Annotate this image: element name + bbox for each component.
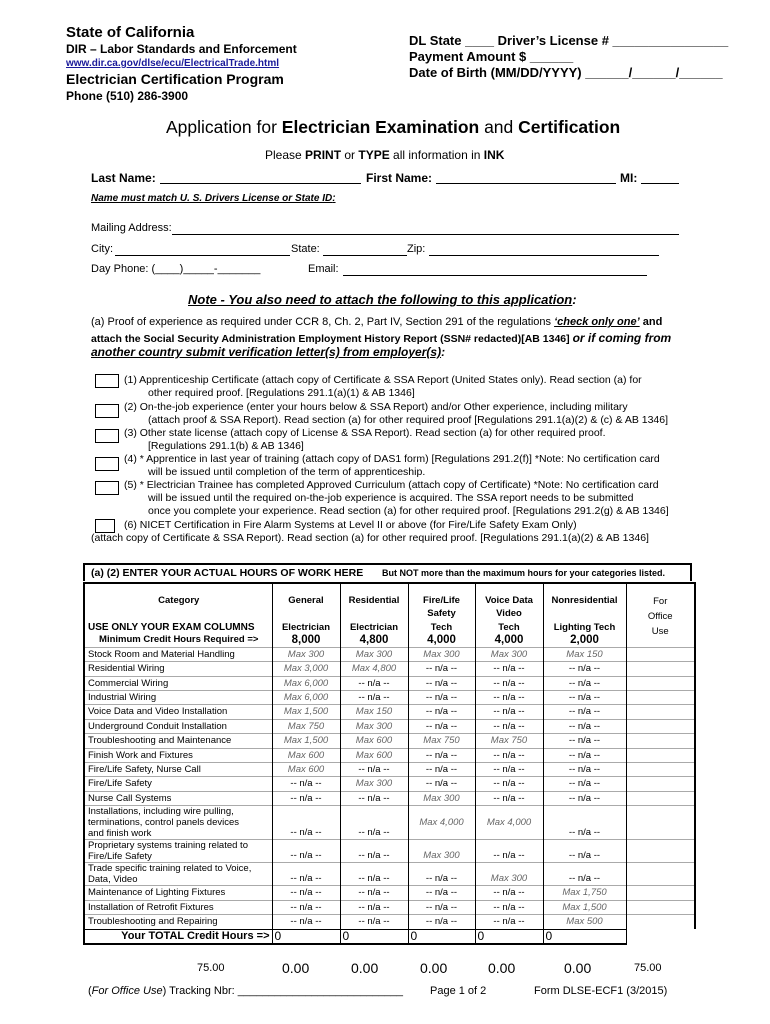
office-use-cell	[626, 840, 695, 863]
table-row	[84, 791, 695, 805]
title-prefix: Application for	[166, 117, 282, 137]
hours-cell[interactable]: Max 150	[543, 647, 626, 661]
category-line: Trade specific training related to Voice,	[88, 863, 252, 875]
hours-cell[interactable]: -- n/a --	[475, 676, 543, 690]
hours-cell[interactable]: -- n/a --	[408, 719, 475, 733]
opt1-l1: (1) Apprenticeship Certificate (attach copy of Certificate & SSA Report (United States only). Read section (a) for	[124, 374, 642, 386]
hours-cell[interactable]: -- n/a --	[408, 662, 475, 676]
first-name-input[interactable]	[436, 171, 616, 184]
instr-a: Please	[265, 148, 306, 162]
section-a-line2	[91, 331, 671, 345]
category-line: Data, Video	[88, 874, 138, 886]
hours-cell[interactable]: -- n/a --	[475, 915, 543, 929]
hours-cell[interactable]: Max 300	[272, 647, 340, 661]
hours-cell[interactable]: -- n/a --	[340, 791, 408, 805]
hours-cell[interactable]: -- n/a --	[543, 791, 626, 805]
office-use-cell	[626, 791, 695, 805]
title-bold-1: Electrician Examination	[281, 117, 480, 137]
sa-2b: or if coming from	[572, 331, 672, 345]
mi-input[interactable]	[641, 171, 679, 184]
category-cell: Installation of Retrofit Fixtures	[84, 900, 272, 914]
option-6-text-2: (attach copy of Certificate & SSA Report). Read section (a) for other required proof. [Regulations 291.1(a)(2) & AB 1346]	[91, 532, 649, 544]
instr-ink: INK	[483, 148, 505, 162]
hours-cell[interactable]: Max 300	[340, 719, 408, 733]
hours-cell[interactable]: -- n/a --	[475, 705, 543, 719]
col-res-h3: Electrician	[349, 621, 399, 633]
table-row	[84, 691, 695, 705]
hours-cell[interactable]: -- n/a --	[475, 662, 543, 676]
hours-table	[83, 582, 696, 945]
col-voice-h1: Voice Data	[485, 595, 533, 606]
hours-cell[interactable]: Max 300	[408, 840, 475, 863]
col-nonres-min	[543, 621, 626, 648]
hours-cell[interactable]: -- n/a --	[475, 791, 543, 805]
table-row	[84, 763, 695, 777]
opt5-l1: (5) * Electrician Trainee has completed Approved Curriculum (attach copy of Certificate) *Note: No certification card	[124, 479, 659, 491]
hours-cell[interactable]: Max 150	[340, 705, 408, 719]
col-voice-min	[475, 621, 543, 648]
hours-cell[interactable]: -- n/a --	[475, 763, 543, 777]
ink-instruction	[265, 148, 504, 162]
email-input[interactable]	[343, 263, 647, 276]
hours-cell[interactable]: -- n/a --	[272, 886, 340, 900]
hours-cell[interactable]: Max 4,800	[340, 662, 408, 676]
total-cell: 0	[543, 929, 626, 944]
category-cell: Fire/Life Safety, Nurse Call	[84, 763, 272, 777]
hours-cell[interactable]: Max 300	[340, 777, 408, 791]
category-cell	[84, 806, 272, 840]
mailing-input[interactable]	[172, 222, 679, 235]
hours-cell[interactable]: -- n/a --	[408, 763, 475, 777]
category-cell: Troubleshooting and Maintenance	[84, 734, 272, 748]
hours-cell[interactable]: Max 750	[272, 719, 340, 733]
hours-cell[interactable]: -- n/a --	[340, 915, 408, 929]
fee-left: 75.00	[197, 962, 225, 974]
total-cell: 0	[272, 929, 340, 944]
page-number: Page 1 of 2	[430, 985, 487, 997]
office-use-cell	[626, 734, 695, 748]
last-name-input[interactable]	[160, 171, 361, 184]
table-row	[84, 647, 695, 661]
hours-cell[interactable]: Max 6,000	[272, 691, 340, 705]
category-line: Installations, including wire pulling,	[88, 806, 234, 818]
office-use-cell	[626, 691, 695, 705]
hours-cell[interactable]: -- n/a --	[475, 840, 543, 863]
office-use-cell	[626, 915, 695, 929]
program-url-link[interactable]: www.dir.ca.gov/dlse/ecu/ElectricalTrade.html	[66, 58, 280, 69]
city-input[interactable]	[115, 243, 290, 256]
office-use-italic: For Office Use	[91, 985, 163, 997]
hours-cell[interactable]: -- n/a --	[272, 863, 340, 886]
option-3-text	[124, 427, 606, 453]
hours-cell[interactable]: -- n/a --	[408, 915, 475, 929]
col-general-min	[272, 621, 340, 648]
hours-cell[interactable]: Max 1,500	[272, 705, 340, 719]
hours-cell[interactable]: Max 600	[272, 763, 340, 777]
instr-b: all information in	[389, 148, 484, 162]
col-general-h3: Electrician	[281, 621, 331, 633]
first-name-label: First Name:	[366, 171, 433, 185]
section-a-line3: another country submit verification letter(s) from employer(s):	[91, 345, 446, 359]
option-4-checkbox[interactable]	[95, 457, 119, 471]
col-voice-h3: Tech	[498, 621, 520, 633]
hours-cell[interactable]: -- n/a --	[543, 691, 626, 705]
name-match-note: Name must match U. S. Drivers License or State ID:	[91, 193, 336, 204]
hours-cell[interactable]: -- n/a --	[543, 734, 626, 748]
dl-license-field[interactable]: DL State ____ Driver’s License # ________________	[409, 33, 729, 48]
hours-cell[interactable]: -- n/a --	[408, 863, 475, 886]
date-of-birth-field[interactable]: Date of Birth (MM/DD/YYYY) ______/______/______	[409, 65, 723, 80]
note-text: Note - You also need to attach the following to this application	[188, 292, 573, 307]
hours-header-sub: But NOT more than the maximum hours for your categories listed.	[382, 568, 666, 578]
mailing-label: Mailing Address:	[91, 222, 172, 234]
office-use-cell	[626, 748, 695, 762]
hours-header-box	[83, 563, 692, 581]
hours-cell[interactable]: -- n/a --	[408, 777, 475, 791]
state-label: State:	[291, 243, 320, 255]
zip-input[interactable]	[429, 243, 659, 256]
col-header-h1	[475, 583, 543, 621]
hours-cell[interactable]: -- n/a --	[475, 719, 543, 733]
hours-cell[interactable]: -- n/a --	[408, 676, 475, 690]
col-fire-h3: Tech	[430, 621, 453, 633]
attachment-note: Note - You also need to attach the following to this application:	[188, 292, 577, 307]
hours-cell[interactable]: -- n/a --	[543, 719, 626, 733]
min-credit-label: Minimum Credit Hours Required =>	[99, 633, 259, 645]
table-row	[84, 886, 695, 900]
hours-cell[interactable]: -- n/a --	[272, 900, 340, 914]
hours-cell[interactable]: Max 300	[340, 647, 408, 661]
office-office: Office	[647, 611, 673, 622]
hours-cell[interactable]: -- n/a --	[543, 676, 626, 690]
decimal-fire: 0.00	[420, 960, 448, 976]
category-line: and finish work	[88, 828, 152, 840]
instr-print: PRINT	[305, 148, 342, 162]
hours-cell[interactable]: Max 1,500	[272, 734, 340, 748]
use-only-text: USE ONLY YOUR EXAM COLUMNS	[88, 621, 255, 633]
hours-cell[interactable]: Max 300	[408, 791, 475, 805]
col-nonres-h3: Lighting Tech	[553, 621, 616, 633]
email-label: Email:	[308, 263, 339, 275]
hours-cell[interactable]: Max 750	[408, 734, 475, 748]
phone: Phone (510) 286-3900	[66, 89, 189, 103]
office-use-cell	[626, 647, 695, 661]
hours-cell[interactable]: -- n/a --	[272, 791, 340, 805]
hours-header-main: (a) (2) ENTER YOUR ACTUAL HOURS OF WORK HERE	[91, 567, 364, 579]
total-cell: 0	[408, 929, 475, 944]
hours-cell[interactable]: Max 1,500	[543, 900, 626, 914]
total-label: Your TOTAL Credit Hours =>	[84, 929, 272, 944]
city-label: City:	[91, 243, 113, 255]
opt2-l2: (attach proof & SSA Report). Read section (a) for other required proof [Regulations 291.1(a)(2) & (c) & AB 1346]	[148, 414, 669, 426]
opt1-l2: other required proof. [Regulations 291.1(a)(1) & AB 1346]	[148, 387, 415, 399]
category-cell: Stock Room and Material Handling	[84, 647, 272, 661]
opt2-l1: (2) On-the-job experience (enter your hours below & SSA Report) and/or Other experience, including military	[124, 401, 628, 413]
category-cell	[84, 863, 272, 886]
hours-cell[interactable]: -- n/a --	[340, 900, 408, 914]
hours-cell[interactable]: -- n/a --	[340, 806, 408, 840]
decimal-voice: 0.00	[488, 960, 516, 976]
department: DIR – Labor Standards and Enforcement	[66, 42, 297, 56]
col-fire-h1: Fire/Life	[423, 595, 460, 606]
hours-cell[interactable]: -- n/a --	[340, 763, 408, 777]
hours-cell[interactable]: -- n/a --	[408, 705, 475, 719]
category-line: Fire/Life Safety	[88, 851, 152, 863]
col-header-h1	[408, 583, 475, 621]
hours-cell[interactable]: -- n/a --	[475, 886, 543, 900]
col-header-h1: Nonresidential	[543, 583, 626, 621]
category-cell: Troubleshooting and Repairing	[84, 915, 272, 929]
min-general: 8,000	[291, 633, 321, 646]
totals-row	[84, 929, 695, 944]
option-1-text	[124, 374, 642, 400]
hours-cell[interactable]: Max 500	[543, 915, 626, 929]
day-phone-field[interactable]: Day Phone: (____)_____-_______	[91, 263, 261, 275]
hours-cell[interactable]: -- n/a --	[340, 840, 408, 863]
hours-cell[interactable]: -- n/a --	[543, 748, 626, 762]
option-6-text: (6) NICET Certification in Fire Alarm Systems at Level II or above (for Fire/Life Safety Exam Only)	[124, 519, 577, 531]
title-bold-2: Certification	[518, 117, 621, 137]
min-nonres: 2,000	[570, 633, 599, 646]
hours-cell[interactable]: Max 3,000	[272, 662, 340, 676]
hours-cell[interactable]: -- n/a --	[340, 691, 408, 705]
category-cell: Residential Wiring	[84, 662, 272, 676]
col-header-h1: General	[272, 583, 340, 621]
decimal-nonres: 0.00	[564, 960, 592, 976]
office-use-cell	[626, 719, 695, 733]
table-row	[84, 705, 695, 719]
tracking-field[interactable]: (For Office Use) Tracking Nbr: ___________________________	[88, 985, 403, 997]
col-residential-min	[340, 621, 408, 648]
hours-cell[interactable]: -- n/a --	[475, 900, 543, 914]
office-use-header	[626, 583, 695, 647]
category-cell: Commercial Wiring	[84, 676, 272, 690]
sa-1a: (a) Proof of experience as required under CCR 8, Ch. 2, Part IV, Section 291 of the regulations	[91, 316, 555, 328]
office-use-cell	[626, 886, 695, 900]
use-only-label	[84, 621, 272, 648]
hours-cell[interactable]: -- n/a --	[543, 705, 626, 719]
opt4-l2: will be issued until completion of the term of apprenticeship.	[148, 466, 426, 478]
hours-cell[interactable]: Max 600	[340, 734, 408, 748]
table-row	[84, 662, 695, 676]
hours-cell[interactable]: -- n/a --	[272, 777, 340, 791]
col-header-h1: Residential	[340, 583, 408, 621]
hours-cell[interactable]: Max 600	[272, 748, 340, 762]
hours-cell[interactable]: Max 300	[475, 863, 543, 886]
last-name-label: Last Name:	[91, 171, 156, 185]
hours-cell[interactable]: -- n/a --	[340, 676, 408, 690]
hours-cell[interactable]: -- n/a --	[272, 840, 340, 863]
state-title: State of California	[66, 24, 195, 41]
office-use-cell	[626, 863, 695, 886]
category-line: terminations, control panels devices	[88, 817, 240, 829]
category-cell: Fire/Life Safety	[84, 777, 272, 791]
table-row	[84, 806, 695, 840]
hours-cell[interactable]: -- n/a --	[543, 662, 626, 676]
name-note-text: Name must match U. S. Drivers License or State ID	[91, 193, 333, 204]
instr-or: or	[341, 148, 359, 162]
opt5-l3: once you complete your experience. Read section (a) for other required proof. [Regulations 291.2(g) & AB 1346]	[148, 505, 669, 517]
office-use-cell	[626, 806, 695, 840]
hours-cell[interactable]: Max 4,000	[475, 806, 543, 840]
state-input[interactable]	[323, 243, 407, 256]
hours-cell[interactable]: -- n/a --	[475, 748, 543, 762]
hours-cell[interactable]: -- n/a --	[408, 748, 475, 762]
category-cell: Underground Conduit Installation	[84, 719, 272, 733]
table-row	[84, 676, 695, 690]
option-2-text	[124, 401, 668, 427]
office-use-cell	[626, 777, 695, 791]
hours-cell[interactable]: -- n/a --	[475, 691, 543, 705]
hours-cell[interactable]: -- n/a --	[408, 886, 475, 900]
table-row	[84, 915, 695, 929]
table-row	[84, 900, 695, 914]
opt3-l2: [Regulations 291.1(b) & AB 1346]	[148, 440, 304, 452]
hours-cell[interactable]: Max 6,000	[272, 676, 340, 690]
decimal-residential: 0.00	[351, 960, 379, 976]
page-title	[166, 117, 620, 138]
sa-1c: and	[639, 316, 663, 328]
table-row	[84, 734, 695, 748]
mi-label: MI:	[620, 171, 638, 185]
office-use-cell	[626, 676, 695, 690]
office-use-cell	[626, 662, 695, 676]
table-row	[84, 777, 695, 791]
col-fire-h2: Safety	[427, 608, 456, 620]
hours-cell[interactable]: -- n/a --	[475, 777, 543, 791]
category-cell	[84, 840, 272, 863]
hours-cell[interactable]: Max 750	[475, 734, 543, 748]
hours-cell[interactable]: -- n/a --	[543, 763, 626, 777]
category-header: Category	[84, 583, 272, 621]
category-cell: Industrial Wiring	[84, 691, 272, 705]
option-4-text	[124, 453, 660, 479]
decimal-general: 0.00	[282, 960, 310, 976]
total-cell: 0	[475, 929, 543, 944]
instr-type: TYPE	[358, 148, 390, 162]
hours-cell[interactable]: -- n/a --	[543, 840, 626, 863]
table-row	[84, 840, 695, 863]
hours-cell[interactable]: Max 600	[340, 748, 408, 762]
fee-right: 75.00	[634, 962, 662, 974]
office-use-cell	[626, 705, 695, 719]
hours-cell[interactable]: -- n/a --	[408, 691, 475, 705]
hours-cell[interactable]: -- n/a --	[272, 806, 340, 840]
tracking-text: Tracking Nbr: ___________________________	[169, 985, 403, 997]
hours-cell[interactable]: Max 300	[475, 647, 543, 661]
opt4-l1: (4) * Apprentice in last year of training (attach copy of DAS1 form) [Regulations 291.2(f)] *Note: No certification card	[124, 453, 660, 465]
zip-label: Zip:	[407, 243, 426, 255]
option-2-checkbox[interactable]	[95, 404, 119, 418]
option-5-text	[124, 479, 669, 518]
hours-cell[interactable]: Max 1,750	[543, 886, 626, 900]
hours-cell[interactable]: -- n/a --	[340, 886, 408, 900]
category-cell: Voice Data and Video Installation	[84, 705, 272, 719]
sa-3: another country submit verification letter(s) from employer(s)	[91, 345, 442, 359]
hours-cell[interactable]: -- n/a --	[408, 900, 475, 914]
hours-cell[interactable]: -- n/a --	[543, 777, 626, 791]
option-1-checkbox[interactable]	[95, 374, 119, 388]
hours-cell[interactable]: -- n/a --	[543, 863, 626, 886]
form-number: Form DLSE-ECF1 (3/2015)	[534, 985, 668, 997]
option-6-checkbox[interactable]	[95, 519, 115, 533]
opt3-l1: (3) Other state license (attach copy of License & SSA Report). Read section (a) for other required proof.	[124, 427, 606, 439]
min-fire: 4,000	[427, 633, 456, 646]
office-for: For	[653, 596, 668, 607]
hours-cell[interactable]: -- n/a --	[340, 863, 408, 886]
opt5-l2: will be issued until the required on-the-job experience is acquired. The SSA report needs to be submitted	[148, 492, 634, 504]
office-use-cell	[626, 763, 695, 777]
hours-cell[interactable]: -- n/a --	[543, 806, 626, 840]
table-row	[84, 748, 695, 762]
col-fire-min	[408, 621, 475, 648]
option-3-checkbox[interactable]	[95, 429, 119, 443]
title-mid: and	[479, 117, 519, 137]
category-cell: Finish Work and Fixtures	[84, 748, 272, 762]
office-use: Use	[651, 626, 669, 637]
section-a-line1	[91, 316, 662, 328]
sa-1b: ‘check only one’	[554, 316, 640, 328]
category-cell: Maintenance of Lighting Fixtures	[84, 886, 272, 900]
table-row	[84, 863, 695, 886]
col-voice-h2: Video	[496, 608, 522, 620]
hours-cell[interactable]: Max 4,000	[408, 806, 475, 840]
sa-2a: attach the Social Security Administration Employment History Report (SSN# redacted)[AB 1346]	[91, 333, 573, 345]
payment-amount-field[interactable]: Payment Amount $ ______	[409, 49, 574, 64]
category-cell: Nurse Call Systems	[84, 791, 272, 805]
option-5-checkbox[interactable]	[95, 481, 119, 495]
program-name: Electrician Certification Program	[66, 71, 284, 87]
table-row	[84, 719, 695, 733]
category-line: Proprietary systems training related to	[88, 840, 248, 852]
office-use-cell	[626, 900, 695, 914]
min-res: 4,800	[359, 633, 389, 646]
total-cell: 0	[340, 929, 408, 944]
hours-cell[interactable]: Max 300	[408, 647, 475, 661]
min-voice: 4,000	[494, 633, 524, 646]
hours-cell[interactable]: -- n/a --	[272, 915, 340, 929]
